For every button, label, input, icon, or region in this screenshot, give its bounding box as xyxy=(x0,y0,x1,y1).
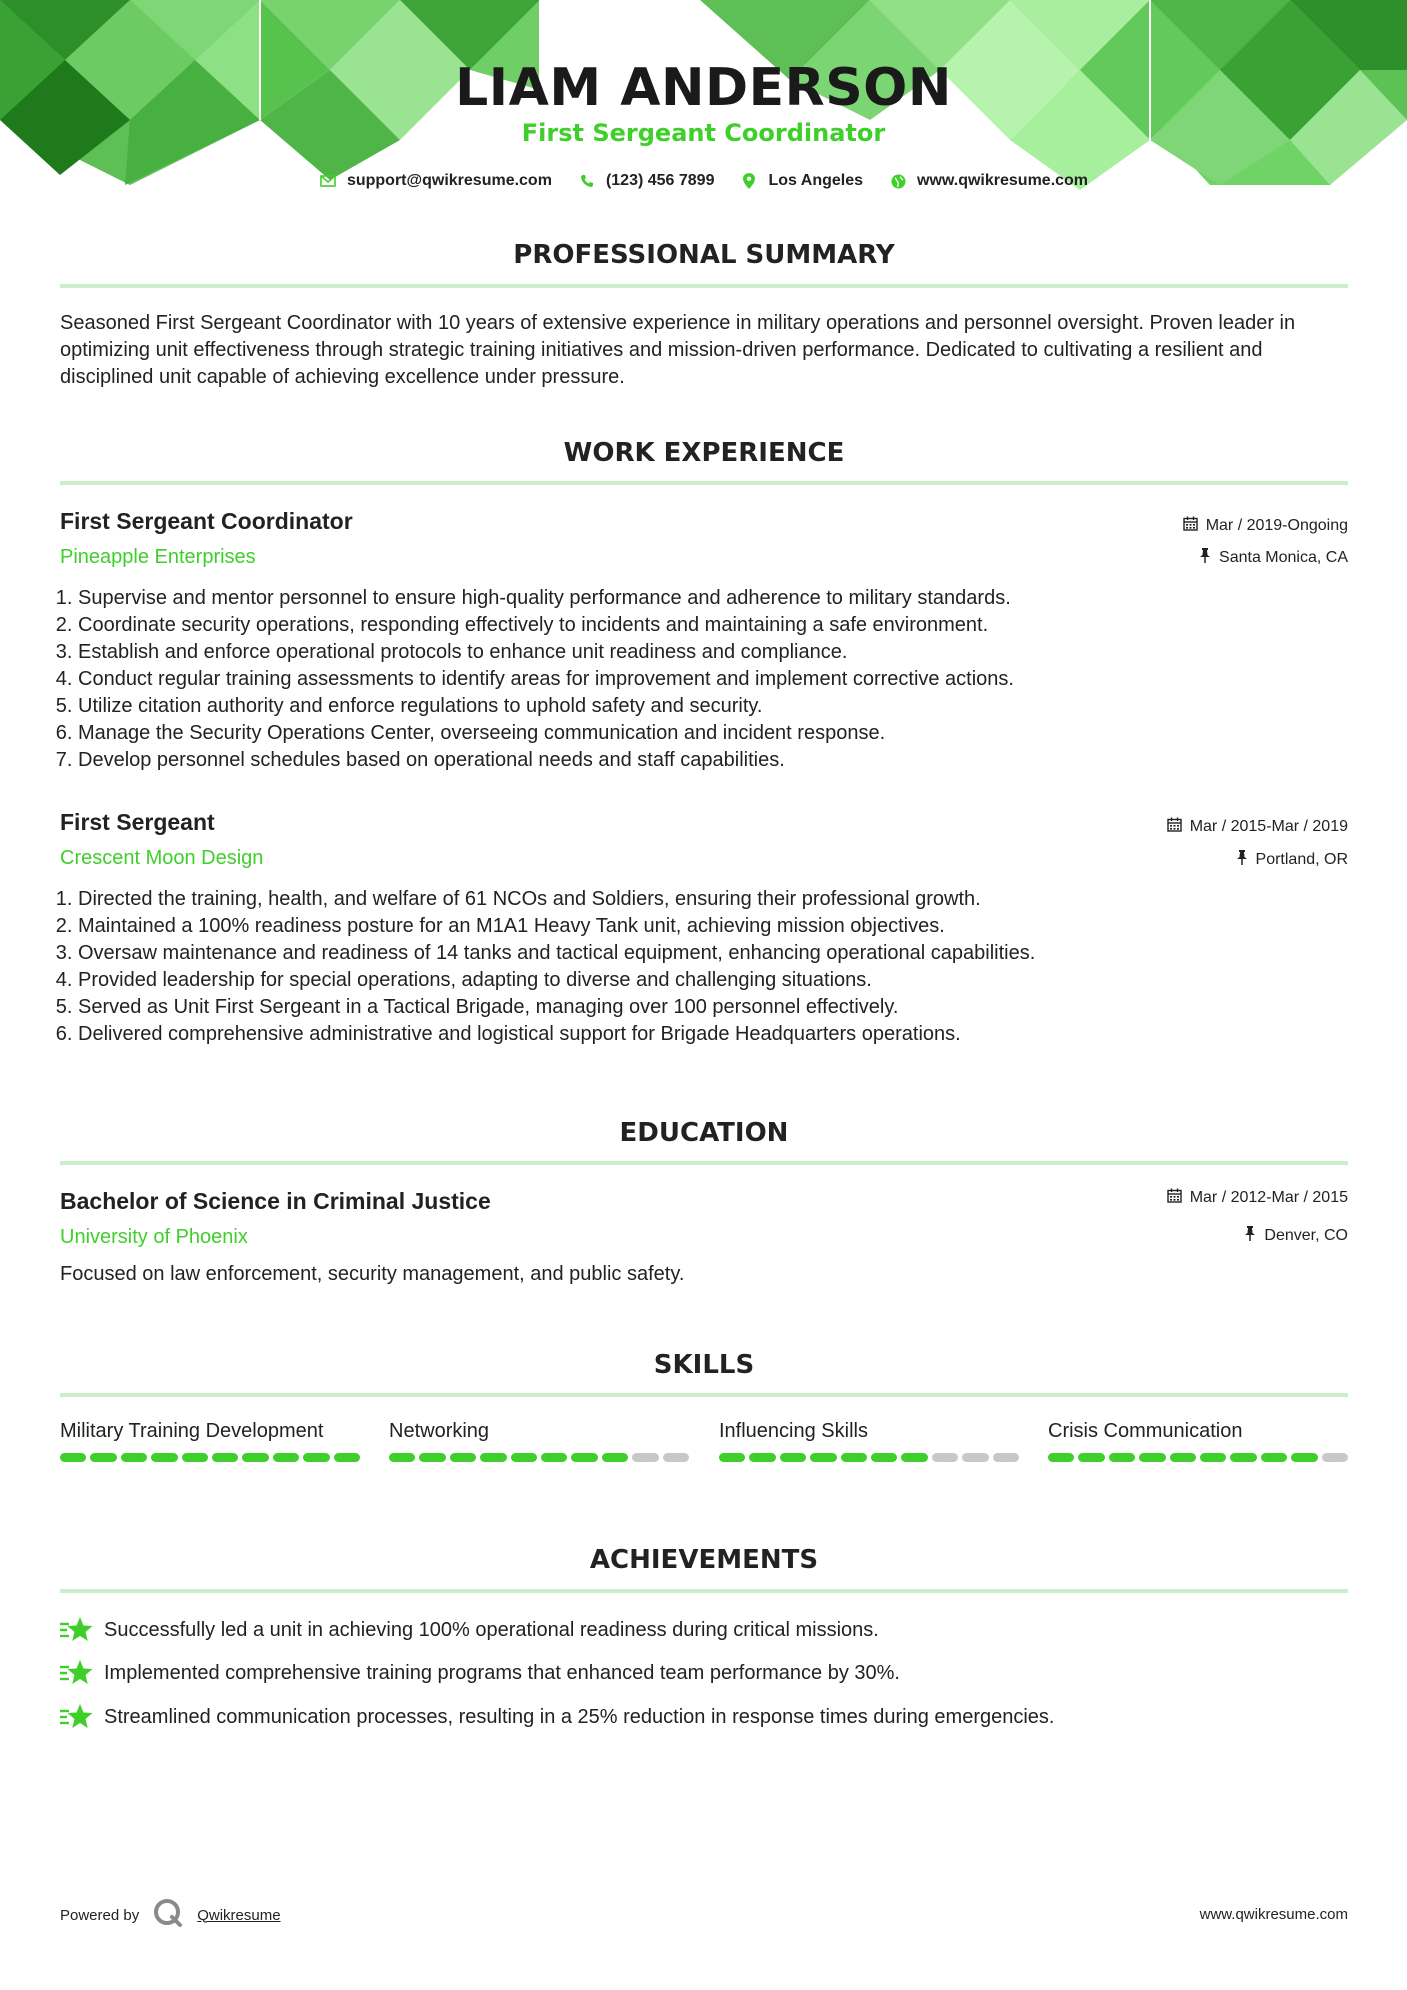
skill-bar-segment xyxy=(602,1453,628,1462)
powered-by-label: Powered by xyxy=(60,1906,140,1924)
phone-text: (123) 456 7899 xyxy=(605,172,715,189)
envelope-icon xyxy=(319,172,337,190)
skill-bar-segment xyxy=(1200,1453,1226,1462)
email-text: support@qwikresume.com xyxy=(346,172,552,189)
map-marker-icon xyxy=(740,172,758,190)
skill-bar-segment xyxy=(932,1453,958,1462)
summary-text: Seasoned First Sergeant Coordinator with 10 years of extensive experience in military operations and personnel oversight. Proven leader in optimizing unit effectiveness through strategic training initiatives and mission-driven performance. Dedicated to cultivating a resilient and disciplined unit capable of achieving excellence under pressure. xyxy=(60,312,1296,388)
calendar-icon xyxy=(1167,1188,1182,1208)
skills-heading: SKILLS xyxy=(653,1350,755,1380)
skill-bar-segment xyxy=(719,1453,745,1462)
list-item: 3. Oversaw maintenance and readiness of 14 tanks and tactical equipment, enhancing operational capabilities. xyxy=(78,940,1368,967)
education-dates: Mar / 2012-Mar / 2015 xyxy=(1167,1188,1348,1208)
phone-icon xyxy=(578,172,596,190)
job-company: Crescent Moon Design xyxy=(60,847,264,869)
calendar-icon xyxy=(1167,817,1182,837)
experience-heading: WORK EXPERIENCE xyxy=(563,438,845,468)
list-item: 4. Conduct regular training assessments to identify areas for improvement and implement corrective actions. xyxy=(78,666,1368,693)
skill-bar-segment xyxy=(871,1453,897,1462)
contact-location xyxy=(740,172,863,190)
achievements-heading: ACHIEVEMENTS xyxy=(589,1545,819,1575)
achievement-item: Successfully led a unit in achieving 100% operational readiness during critical missions. xyxy=(60,1615,879,1645)
job-bullets xyxy=(60,585,1368,774)
skill-bar-segment xyxy=(1291,1453,1317,1462)
globe-icon xyxy=(889,172,907,190)
list-item: 2. Coordinate security operations, responding effectively to incidents and maintaining a safe environment. xyxy=(78,612,1368,639)
list-item: 1. Directed the training, health, and welfare of 61 NCOs and Soldiers, ensuring their professional growth. xyxy=(78,886,1368,913)
pushpin-icon xyxy=(1244,1226,1256,1246)
skill-bar-segment xyxy=(419,1453,445,1462)
achievement-item: Implemented comprehensive training programs that enhanced team performance by 30%. xyxy=(60,1658,900,1688)
skill-bar-segment xyxy=(1261,1453,1287,1462)
qwikresume-link[interactable]: Qwikresume xyxy=(197,1906,281,1924)
school-name: University of Phoenix xyxy=(60,1226,248,1248)
pushpin-icon xyxy=(1236,850,1248,870)
calendar-icon xyxy=(1183,516,1198,536)
skill-bar-segment xyxy=(632,1453,658,1462)
skill-bar-segment xyxy=(182,1453,208,1462)
skill-name: Military Training Development xyxy=(60,1420,324,1442)
education-heading: EDUCATION xyxy=(619,1118,789,1148)
achievements-divider xyxy=(60,1589,1348,1593)
job-company: Pineapple Enterprises xyxy=(60,546,256,568)
skill-bar-segment xyxy=(1139,1453,1165,1462)
skill-bar-segment xyxy=(780,1453,806,1462)
skill-bar-segment xyxy=(541,1453,567,1462)
skill-bar-segment xyxy=(841,1453,867,1462)
contact-website[interactable] xyxy=(889,172,1088,190)
job-title: First Sergeant Coordinator xyxy=(60,508,353,534)
list-item: 5. Utilize citation authority and enforce regulations to uphold safety and security. xyxy=(78,693,1368,720)
footer-url[interactable]: www.qwikresume.com xyxy=(1199,1906,1348,1923)
skill-item xyxy=(389,1418,689,1462)
list-item: 2. Maintained a 100% readiness posture for an M1A1 Heavy Tank unit, achieving mission objectives. xyxy=(78,913,1368,940)
skills-divider xyxy=(60,1393,1348,1397)
skill-bar-segment xyxy=(121,1453,147,1462)
pushpin-icon xyxy=(1199,548,1211,568)
job-dates: Mar / 2019-Ongoing xyxy=(1183,516,1348,536)
education-divider xyxy=(60,1161,1348,1165)
skill-level-bar xyxy=(719,1453,1019,1462)
skill-bar-segment xyxy=(212,1453,238,1462)
skill-bar-segment xyxy=(1109,1453,1135,1462)
job-location: Santa Monica, CA xyxy=(1199,548,1348,568)
summary-heading: PROFESSIONAL SUMMARY xyxy=(513,240,895,270)
skill-name: Crisis Communication xyxy=(1048,1420,1243,1442)
job-title: First Sergeant xyxy=(60,809,215,835)
skill-bar-segment xyxy=(303,1453,329,1462)
skill-bar-segment xyxy=(389,1453,415,1462)
list-item: 1. Supervise and mentor personnel to ensure high-quality performance and adherence to military standards. xyxy=(78,585,1368,612)
skill-bar-segment xyxy=(663,1453,689,1462)
skill-bar-segment xyxy=(901,1453,927,1462)
skill-name: Networking xyxy=(389,1420,490,1442)
list-item: 5. Served as Unit First Sergeant in a Tactical Brigade, managing over 100 personnel effectively. xyxy=(78,994,1368,1021)
list-item: 4. Provided leadership for special operations, adapting to diverse and challenging situations. xyxy=(78,967,1368,994)
achievement-item: Streamlined communication processes, resulting in a 25% reduction in response times during emergencies. xyxy=(60,1702,1054,1732)
list-item: 3. Establish and enforce operational protocols to enhance unit readiness and compliance. xyxy=(78,639,1368,666)
star-icon xyxy=(60,1702,94,1732)
skill-bar-segment xyxy=(962,1453,988,1462)
skill-bar-segment xyxy=(1322,1453,1348,1462)
skill-bar-segment xyxy=(1170,1453,1196,1462)
star-icon xyxy=(60,1658,94,1688)
contact-email[interactable] xyxy=(319,172,552,190)
list-item: 6. Delivered comprehensive administrative and logistical support for Brigade Headquarters operations. xyxy=(78,1021,1368,1048)
degree-title: Bachelor of Science in Criminal Justice xyxy=(60,1188,491,1214)
candidate-title: First Sergeant Coordinator xyxy=(521,119,886,147)
job-location: Portland, OR xyxy=(1236,850,1348,870)
contact-bar xyxy=(0,172,1407,190)
candidate-name: LIAM ANDERSON xyxy=(455,58,952,118)
footer-powered-by xyxy=(60,1898,281,1932)
skill-bar-segment xyxy=(810,1453,836,1462)
skill-bar-segment xyxy=(151,1453,177,1462)
location-text: Los Angeles xyxy=(768,172,864,189)
star-icon xyxy=(60,1615,94,1645)
skill-bar-segment xyxy=(571,1453,597,1462)
skill-bar-segment xyxy=(450,1453,476,1462)
skill-bar-segment xyxy=(90,1453,116,1462)
list-item: 6. Manage the Security Operations Center, overseeing communication and incident response. xyxy=(78,720,1368,747)
skill-item xyxy=(1048,1418,1348,1462)
skill-item xyxy=(60,1418,360,1462)
skill-bar-segment xyxy=(1078,1453,1104,1462)
skill-level-bar xyxy=(60,1453,360,1462)
qwikresume-logo-icon xyxy=(153,1898,183,1932)
list-item: 7. Develop personnel schedules based on operational needs and staff capabilities. xyxy=(78,747,1368,774)
skill-level-bar xyxy=(389,1453,689,1462)
job-dates: Mar / 2015-Mar / 2019 xyxy=(1167,817,1348,837)
skill-bar-segment xyxy=(273,1453,299,1462)
job-bullets xyxy=(60,886,1368,1048)
skill-bar-segment xyxy=(511,1453,537,1462)
skill-bar-segment xyxy=(60,1453,86,1462)
skill-bar-segment xyxy=(242,1453,268,1462)
education-location: Denver, CO xyxy=(1244,1226,1348,1246)
education-description: Focused on law enforcement, security management, and public safety. xyxy=(60,1263,685,1285)
skill-level-bar xyxy=(1048,1453,1348,1462)
skill-bar-segment xyxy=(334,1453,360,1462)
skill-bar-segment xyxy=(749,1453,775,1462)
summary-divider xyxy=(60,284,1348,288)
skill-name: Influencing Skills xyxy=(719,1420,868,1442)
contact-phone[interactable] xyxy=(578,172,715,190)
experience-divider xyxy=(60,481,1348,485)
skill-bar-segment xyxy=(993,1453,1019,1462)
website-text: www.qwikresume.com xyxy=(917,172,1089,189)
skill-bar-segment xyxy=(1048,1453,1074,1462)
skill-bar-segment xyxy=(1230,1453,1256,1462)
skill-item xyxy=(719,1418,1019,1462)
skill-bar-segment xyxy=(480,1453,506,1462)
